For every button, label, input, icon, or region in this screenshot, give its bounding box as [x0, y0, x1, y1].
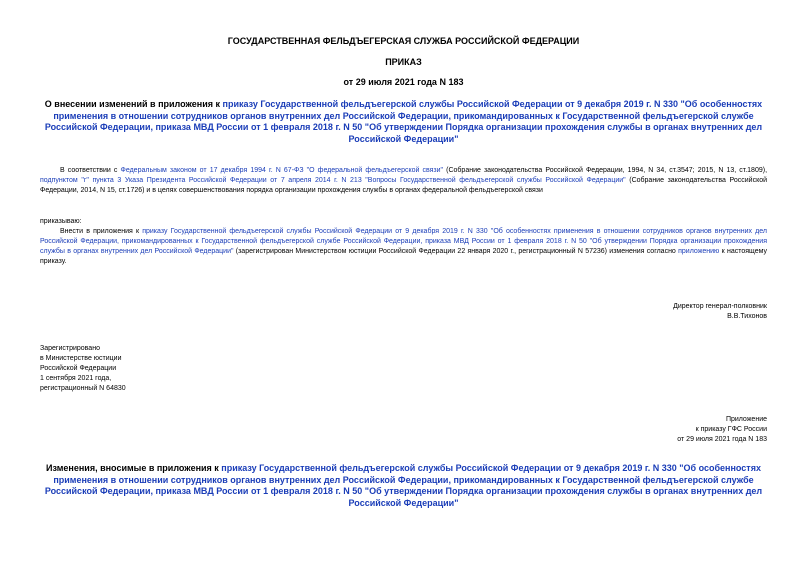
- document-date-number: от 29 июля 2021 года N 183: [343, 77, 464, 87]
- registration-line-1: Зарегистрировано: [40, 345, 100, 352]
- preamble-text-1: В соответствии с: [60, 167, 121, 174]
- appendix-link[interactable]: приложению: [678, 248, 720, 255]
- preamble-text-3: (Собрание законодательства Российской Федерации, 2014, N 15, ст.1726) и в целях совершенствования порядка организации прохождения службы в органах федеральной фельдъегерской связи: [40, 177, 768, 194]
- appendix-ref-line-3: от 29 июля 2021 года N 183: [677, 436, 767, 443]
- registration-line-5: регистрационный N 64830: [40, 385, 126, 392]
- agency-heading: ГОСУДАРСТВЕННАЯ ФЕЛЬДЪЕГЕРСКАЯ СЛУЖБА РОССИЙСКОЙ ФЕДЕРАЦИИ: [227, 36, 580, 46]
- appendix-title-prefix: Изменения, вносимые в приложения к: [46, 463, 222, 473]
- amended-order-link[interactable]: приказу Государственной фельдъегерской службы Российской Федерации от 9 декабря 2019 г. N 330 "Об особенностях применения в отношении сотрудников органов внутренних дел Российской Федерации, прикомандированных к Государственной фельдъегерской службе Российской Федерации, приказа МВД России от 1 февраля 2018 г. N 50 "Об утверждении Порядка организации прохождения службы в органах внутренних дел Российской Федерации": [40, 228, 767, 255]
- body-text-3: к настоящему приказу.: [40, 248, 767, 265]
- appendix-title: [40, 463, 767, 509]
- document-type: ПРИКАЗ: [385, 57, 422, 67]
- title-prefix: О внесении изменений в приложения к: [44, 99, 223, 109]
- signature-name: В.В.Тихонов: [727, 313, 767, 320]
- appendix-title-order-link[interactable]: приказу Государственной фельдъегерской службы Российской Федерации от 9 декабря 2019 г. N 330 "Об особенностях применения в отношении сотрудников органов внутренних дел Российской Федерации, прикомандированных к Государственной фельдъегерской службе Российской Федерации, приказа МВД России от 1 февраля 2018 г. N 50 "Об утверждении Порядка организации прохождения службы в органах внутренних дел Российской Федерации": [44, 463, 763, 508]
- document-title: [40, 99, 767, 145]
- appendix-ref-line-1: Приложение: [725, 416, 767, 423]
- order-body-paragraph: [40, 227, 767, 267]
- preamble-paragraph: [40, 166, 767, 196]
- body-text-1: Внести в приложения к: [60, 228, 143, 235]
- federal-law-link[interactable]: Федеральным законом от 17 декабря 1994 г. N 67-ФЗ "О федеральной фельдъегерской связи": [120, 167, 444, 174]
- signature-position: Директор генерал-полковник: [673, 303, 767, 310]
- registration-line-2: в Министерстве юстиции: [40, 355, 122, 362]
- presidential-decree-link[interactable]: подпунктом "г" пункта 3 Указа Президента Российской Федерации от 7 апреля 2014 г. N 213 "Вопросы Государственной фельдъегерской службы Российской Федерации": [40, 177, 626, 184]
- title-order-link[interactable]: приказу Государственной фельдъегерской службы Российской Федерации от 9 декабря 2019 г. N 330 "Об особенностях применения в отношении сотрудников органов внутренних дел Российской Федерации, прикомандированных к Государственной фельдъегерской службе Российской Федерации, приказа МВД России от 1 февраля 2018 г. N 50 "Об утверждении Порядка организации прохождения службы в органах внутренних дел Российской Федерации": [44, 99, 763, 144]
- order-word: приказываю:: [40, 218, 82, 225]
- body-text-2: (зарегистрирован Министерством юстиции Российской Федерации 22 января 2020 г., регистрационный N 57236) изменения согласно: [233, 248, 679, 255]
- registration-line-4: 1 сентября 2021 года,: [40, 375, 112, 382]
- appendix-ref-line-2: к приказу ГФС России: [695, 426, 767, 433]
- registration-line-3: Российской Федерации: [40, 365, 117, 372]
- preamble-text-2: (Собрание законодательства Российской Федерации, 1994, N 34, ст.3547; 2015, N 13, ст.1809),: [443, 167, 768, 174]
